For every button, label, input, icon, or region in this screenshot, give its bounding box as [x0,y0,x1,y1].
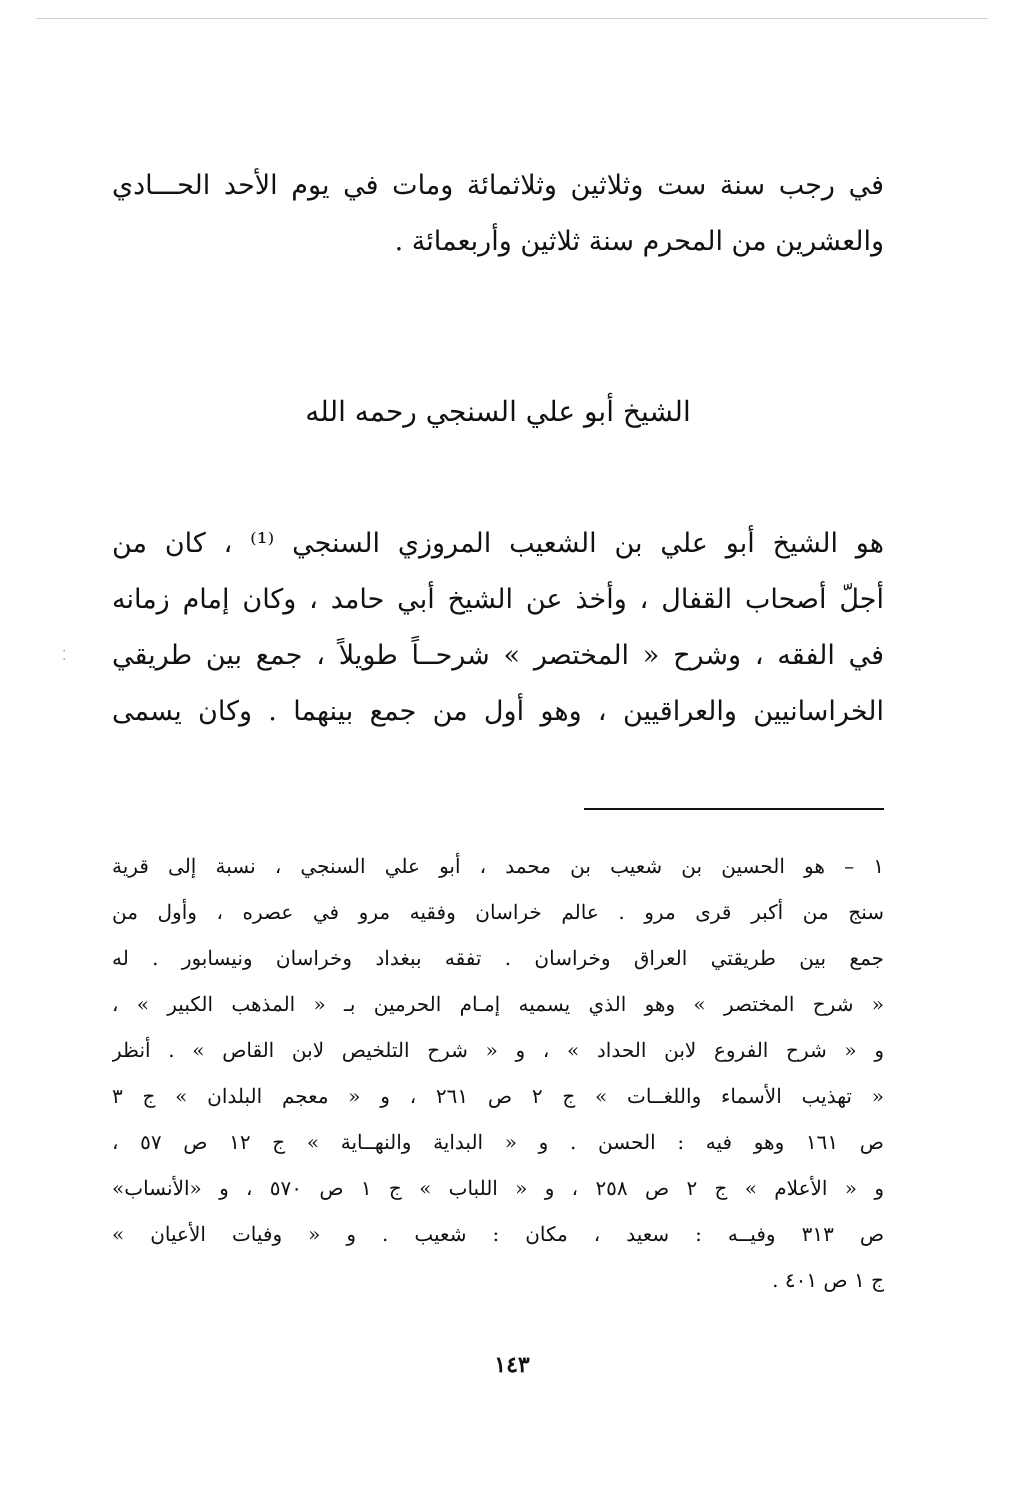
page-number: ١٤٣ [494,1352,530,1378]
page [112,0,884,1504]
footnote-line-7: ص ١٦١ وهو فيه : الحسن . و « البداية والنهــاية » ج ١٢ ص ٥٧ ، [112,1130,884,1154]
footnote-line-6: « تهذيب الأسماء واللغــات » ج ٢ ص ٢٦١ ، و « معجم البلدان » ج ٣ [112,1084,884,1108]
footnote-line-4: « شرح المختصر » وهو الذي يسميه إمـام الحرمين بـ « المذهب الكبير » ، [112,992,884,1016]
footnote-line-2: سنج من أكبر قرى مرو . عالم خراسان وفقيه مرو في عصره ، وأول من [112,900,884,924]
footnote-line-8: و « الأعلام » ج ٢ ص ٢٥٨ ، و « اللباب » ج ١ ص ٥٧٠ ، و «الأنساب» [112,1176,884,1200]
footnote-line-10: ج ١ ص ٤٠١ . [772,1268,884,1292]
paragraph-line-1: هو الشيخ أبو علي بن الشعيب المروزي السنجي ⁽¹⁾ ، كان من [112,528,884,559]
intro-line-2: والعشرين من المحرم سنة ثلاثين وأربعمائة . [394,226,884,257]
footnote-line-3: جمع بين طريقتي العراق وخراسان . تفقه ببغداد وخراسان ونيسابور . له [112,946,884,970]
intro-line-1: في رجب سنة ست وثلاثين وثلاثمائة ومات في يوم الأحد الحـــادي [112,170,884,201]
footnote-separator [584,808,884,810]
paragraph-line-2: أجلّ أصحاب القفال ، وأخذ عن الشيخ أبي حامد ، وكان إمام زمانه [112,584,884,615]
footnote-line-5: و « شرح الفروع لابن الحداد » ، و « شرح التلخيص لابن القاص » . أنظر [112,1038,884,1062]
paragraph-line-4: الخراسانيين والعراقيين ، وهو أول من جمع بينهما . وكان يسمى [112,696,884,727]
footnote-line-9: ص ٣١٣ وفيــه : سعيد ، مكان : شعيب . و « وفيات الأعيان » [112,1222,884,1246]
footnote-line-1: ١ – هو الحسين بن شعيب بن محمد ، أبو علي السنجي ، نسبة إلى قرية [112,854,884,878]
paragraph-line-3: في الفقه ، وشرح « المختصر » شرحــاً طويلاً ، جمع بين طريقي [112,640,884,671]
margin-speck: ⁚ [62,648,67,664]
section-heading: الشيخ أبو علي السنجي رحمه الله [305,395,691,428]
